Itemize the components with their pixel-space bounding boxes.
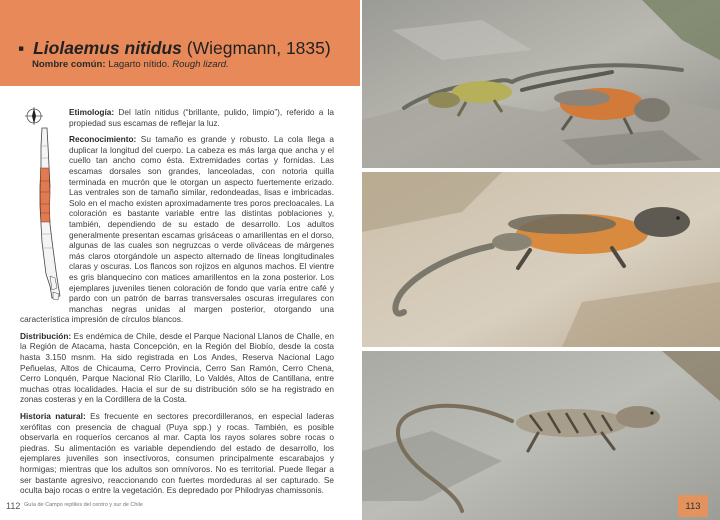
reconocimiento-label: Reconocimiento: bbox=[69, 134, 137, 145]
scientific-name: Liolaemus nitidus bbox=[33, 38, 182, 58]
common-name: Lagarto nítido. bbox=[108, 59, 170, 70]
common-name-line bbox=[32, 59, 229, 70]
title-marker: ▪ bbox=[18, 38, 25, 58]
species-author: (Wiegmann, 1835) bbox=[186, 38, 331, 58]
etimologia-text: Del latín nitidus (“brillante, pulido, limpio”), referido a la propiedad sus escamas de reflejar la luz. bbox=[69, 107, 334, 128]
species-title bbox=[18, 38, 331, 59]
historia-paragraph bbox=[20, 411, 334, 496]
species-description bbox=[20, 107, 334, 502]
reconocimiento-text: Su tamaño es grande y robusto. La cola llega a duplicar la longitud del cuerpo. La cabeza es más larga que ancha y el cuello tan ancho como ésta. Extremidades cortas y fornidas. Las escamas dorsales son grandes, lanceoladas, con notoria quilla terminada en mucrón que le otorgan un aspecto fuertemente erizado. Las ventrales son de tamaño similar, redondeadas, lisas e imbricadas. Solo en el macho existen aproximadamente tres poros precloacales. La coloración es bastante variable entre las distintas poblaciones y, también, dependiendo de su estado de desarrollo. Los adultos generalmente presentan escamas grisáceas o amarillentas en el dorso, algunas de las cuales son negruzcas o verde oliváceas de márgenes más claros otorgándole un aspecto alternado de líneas longitudinales claras y oscuras. Los flancos son rojizos en algunos machos. El vientre es gris blanquecino con matices amarillentos en la zona posterior. Los ejemplares juveniles tienen coloración de fondo que varía entre café y pardo con un patrón de barras transversales oscuras irregulares con manchas negras unidas al margen posterior, otorgando una característica impresión de círculos blancos. bbox=[20, 134, 335, 325]
lizard-photo-3 bbox=[362, 351, 720, 520]
right-page bbox=[360, 0, 720, 520]
common-name-label: Nombre común: bbox=[32, 59, 106, 70]
lizard-photo-1 bbox=[362, 0, 720, 168]
distribucion-label: Distribución: bbox=[20, 330, 72, 341]
distribucion-paragraph bbox=[20, 331, 334, 405]
distribucion-text: Es endémica de Chile, desde el Parque Nacional Llanos de Challe, en la Región de Atacama, hasta Concepción, en la Región del Biobío, desde la costa hasta 3.150 msnm. Ha sido registrada en Los Andes, Reserva Nacional Lago Peñuelas, Altos de Chicauma, Cerro Provincia, Cerro San Ramón, Cerro Chena, Cerro Lonquén, Parque Nacional Río Clarillo, Lo Valdés, Altos de Cantillana, entre muchas otras localidades. Hacia el sur de su distribución sólo se ha registrado en zonas costeras y en la Cordillera de la Costa. bbox=[20, 330, 334, 405]
etimologia-label: Etimología: bbox=[69, 107, 115, 117]
lizard-photo-2 bbox=[362, 172, 720, 347]
right-page-number: 113 bbox=[678, 495, 708, 517]
left-page-number: 112 bbox=[6, 501, 21, 511]
book-title: Guía de Campo reptiles del centro y sur de Chile bbox=[24, 502, 143, 508]
english-name: Rough lizard. bbox=[172, 59, 229, 70]
historia-label: Historia natural: bbox=[20, 411, 86, 422]
historia-text: Es frecuente en sectores precordilleranos, en especial laderas xerófitas con presencia de chagual (Puya spp.) y rocas. También, es posible observarla en roqueríos cercanos al mar. Capta los rayos solares sobre rocas o piedras. Su alimentación es variable dependiendo del estado de desarrollo, los ejemplares juveniles son insectívoros, consumen principalmente escarabajos y hormigas; mientras que los adultos son omnívoros. No es territorial. Puede llegar a ser bastante agresivo, reaccionando con fuertes mordeduras al ser capturado. Se oculta bajo rocas o entre la vegetación. Es depredado por Philodryas chamissonis. bbox=[20, 411, 334, 496]
